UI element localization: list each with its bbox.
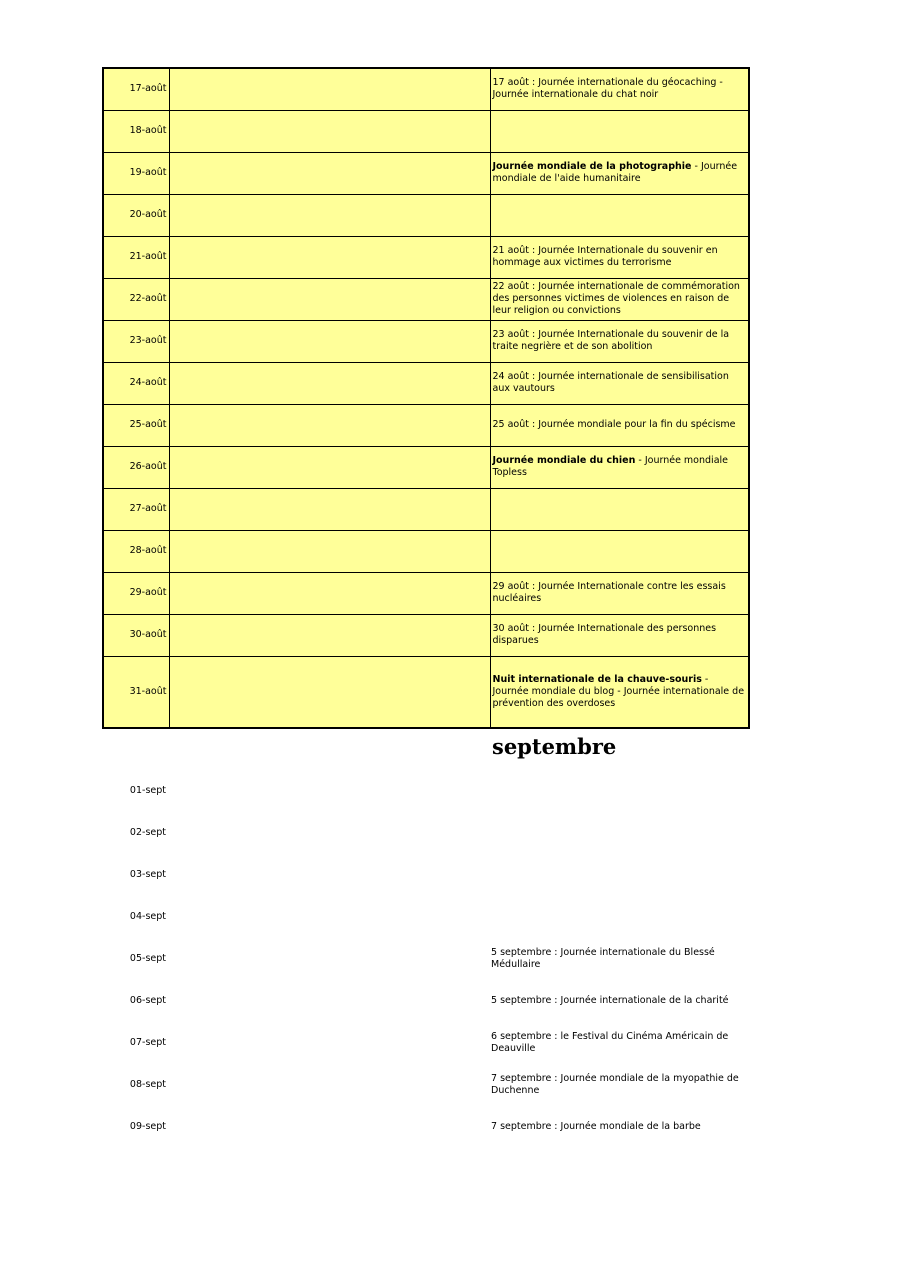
august-table-body: [103, 68, 749, 728]
date-cell: 31-août: [103, 656, 169, 728]
date-cell: 08-sept: [129, 1079, 166, 1090]
notes-cell: [169, 320, 490, 362]
table-row: [102, 896, 748, 938]
event-cell: [490, 110, 749, 152]
event-text: - Journée mondiale du blog - Journée internationale de prévention des overdoses: [492, 673, 745, 709]
date-cell: 02-sept: [129, 827, 166, 838]
table-row: [102, 854, 748, 896]
event-cell: [490, 194, 749, 236]
table-row: [103, 194, 749, 236]
date-cell: 28-août: [103, 530, 169, 572]
event-cell: [490, 614, 749, 656]
event-cell: 5 septembre : Journée internationale du Blessé Médullaire: [491, 947, 715, 970]
table-row: [102, 1106, 748, 1148]
table-row: [102, 938, 748, 980]
notes-cell: [169, 236, 490, 278]
date-cell: 17-août: [103, 68, 169, 110]
table-row: [103, 236, 749, 278]
event-highlight-text: Nuit internationale de la chauve-souris: [492, 673, 702, 685]
notes-cell: [168, 896, 489, 938]
date-cell: 30-août: [103, 614, 169, 656]
event-cell: [490, 446, 749, 488]
event-text: 22 août : Journée internationale de commémoration des personnes victimes de violences en raison de leur religion ou convictions: [492, 281, 740, 316]
table-row: [102, 1022, 748, 1064]
notes-cell: [169, 278, 490, 320]
date-cell: 04-sept: [129, 911, 166, 922]
event-cell: 7 septembre : Journée mondiale de la barbe: [491, 1121, 701, 1132]
event-highlight-text: Journée mondiale du chien: [492, 455, 636, 466]
table-row: [102, 812, 748, 854]
event-highlight-text: Journée mondiale de la photographie: [492, 161, 692, 172]
date-cell: 26-août: [103, 446, 169, 488]
date-cell: 22-août: [103, 278, 169, 320]
date-cell: 29-août: [103, 572, 169, 614]
date-cell: 27-août: [103, 488, 169, 530]
event-text: - Journée mondiale de l'aide humanitaire: [492, 161, 738, 184]
date-cell: 21-août: [103, 236, 169, 278]
date-cell: 01-sept: [129, 785, 166, 796]
notes-cell: [168, 854, 489, 896]
table-row: [103, 656, 749, 728]
event-cell: 6 septembre : le Festival du Cinéma Américain de Deauville: [491, 1031, 729, 1054]
event-cell: [490, 404, 749, 446]
event-cell: [490, 278, 749, 320]
event-cell: [490, 656, 749, 728]
notes-cell: [168, 1064, 489, 1106]
notes-cell: [169, 530, 490, 572]
table-row: [102, 1064, 748, 1106]
date-cell: 09-sept: [129, 1121, 166, 1132]
event-text: 24 août : Journée internationale de sensibilisation aux vautours: [492, 371, 729, 394]
notes-cell: [169, 404, 490, 446]
date-cell: 19-août: [103, 152, 169, 194]
event-cell: [490, 68, 749, 110]
table-row: [103, 530, 749, 572]
date-cell: 25-août: [103, 404, 169, 446]
event-cell: [490, 488, 749, 530]
table-row: [103, 152, 749, 194]
notes-cell: [168, 938, 489, 980]
notes-cell: [169, 152, 490, 194]
event-cell: [490, 572, 749, 614]
notes-cell: [169, 572, 490, 614]
august-table: [102, 67, 750, 729]
date-cell: 24-août: [103, 362, 169, 404]
event-cell: [490, 236, 749, 278]
date-cell: 07-sept: [129, 1037, 166, 1048]
notes-cell: [168, 812, 489, 854]
month-title-september: septembre: [492, 734, 617, 759]
notes-cell: [168, 1022, 489, 1064]
table-row: [103, 362, 749, 404]
notes-cell: [168, 1106, 489, 1148]
september-table-body: [102, 770, 748, 1148]
event-cell: [490, 530, 749, 572]
notes-cell: [169, 614, 490, 656]
table-row: [103, 614, 749, 656]
notes-cell: [169, 488, 490, 530]
notes-cell: [169, 656, 490, 728]
event-cell: [489, 854, 748, 896]
date-cell: 18-août: [103, 110, 169, 152]
event-text: 17 août : Journée internationale du géocaching - Journée internationale du chat noir: [492, 77, 723, 101]
event-text: 25 août : Journée mondiale pour la fin du spécisme: [492, 419, 736, 430]
notes-cell: [168, 770, 489, 812]
event-cell: [490, 152, 749, 194]
notes-cell: [169, 194, 490, 236]
table-row: [103, 572, 749, 614]
event-text: 21 août : Journée Internationale du souvenir en hommage aux victimes du terrorisme: [492, 245, 718, 268]
september-table: [102, 770, 748, 1148]
event-text: - Journée mondiale Topless: [492, 455, 728, 478]
event-cell: [489, 770, 748, 812]
table-row: [103, 446, 749, 488]
table-row: [102, 770, 748, 812]
date-cell: 03-sept: [129, 869, 166, 880]
event-text: 30 août : Journée Internationale des personnes disparues: [492, 623, 717, 646]
date-cell: 05-sept: [129, 953, 166, 964]
notes-cell: [169, 110, 490, 152]
date-cell: 20-août: [103, 194, 169, 236]
table-row: [103, 488, 749, 530]
event-text: 23 août : Journée Internationale du souvenir de la traite negrière et de son abolition: [492, 329, 730, 352]
table-row: [103, 68, 749, 110]
table-row: [103, 278, 749, 320]
date-cell: 06-sept: [129, 995, 166, 1006]
notes-cell: [169, 446, 490, 488]
notes-cell: [169, 68, 490, 110]
event-cell: [489, 812, 748, 854]
date-cell: 23-août: [103, 320, 169, 362]
event-cell: 5 septembre : Journée internationale de la charité: [491, 995, 729, 1006]
event-text: 29 août : Journée Internationale contre les essais nucléaires: [492, 581, 726, 604]
table-row: [103, 404, 749, 446]
event-cell: [490, 362, 749, 404]
event-cell: [490, 320, 749, 362]
table-row: [103, 320, 749, 362]
table-row: [102, 980, 748, 1022]
event-cell: [489, 896, 748, 938]
notes-cell: [168, 980, 489, 1022]
table-row: [103, 110, 749, 152]
notes-cell: [169, 362, 490, 404]
event-cell: 7 septembre : Journée mondiale de la myopathie de Duchenne: [491, 1073, 739, 1096]
